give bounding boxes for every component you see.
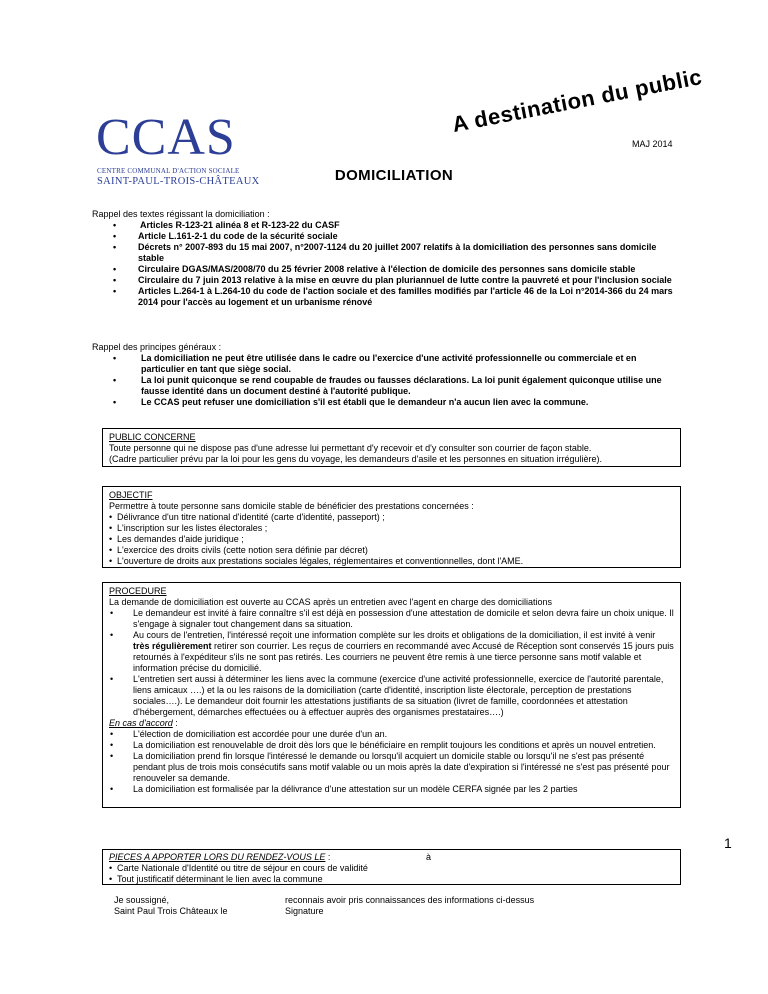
procedure-intro: La demande de domiciliation est ouverte au CCAS après un entretien avec l'agent en charge des domiciliations <box>109 597 552 607</box>
list-item: • Le demandeur est invité à faire connaître s'il est déjà en possession d'une attestation de domicile et selon devra faire un choix unique. Il s'engage à signaler tout changement dans sa situation. <box>110 608 674 629</box>
signature-left <box>114 895 228 917</box>
procedure-box <box>102 582 681 808</box>
documents-heading: PIECES A APPORTER LORS DU RENDEZ-VOUS LE <box>109 852 326 862</box>
public-line-2: (Cadre particulier prévu par la loi pour les gens du voyage, les demandeurs d'asile et les personnes en situation irrégulière). <box>109 454 602 464</box>
objective-box <box>102 486 681 568</box>
list-item: • Articles L.264-1 à L.264-10 du code de l'action sociale et des familles modifiés par l'article 46 de la Loi n°2014-366 du 24 mars 2014 pour l'accès au logement et un urbanisme rénové <box>113 286 673 307</box>
signature-label: Signature <box>285 906 324 916</box>
signature-name-line: Je soussigné, <box>114 895 170 905</box>
legal-texts-section <box>92 209 682 308</box>
list-item: • Le CCAS peut refuser une domiciliation s'il est établi que le demandeur n'a aucun lien avec la commune. <box>113 397 589 407</box>
procedure-list <box>109 608 674 718</box>
list-item: • Circulaire du 7 juin 2013 relative à la mise en œuvre du plan pluriannuel de lutte contre la pauvreté et pour l'inclusion sociale <box>113 275 672 285</box>
list-item: • Carte Nationale d'Identité ou titre de séjour en cours de validité <box>109 863 368 873</box>
objective-heading: OBJECTIF <box>109 490 153 500</box>
list-item: • La domiciliation est renouvelable de droit dès lors que le bénéficiaire en remplit toujours les conditions et après un nouvel entretien. <box>110 740 656 750</box>
list-item: • L'entretien sert aussi à déterminer les liens avec la commune (exercice d'une activité professionnelle, exercice de l'autorité parentale, liens amicaux ….) et la ou les raisons de la domiciliation (carte d'identité, inscription liste électorale, perception de prestations sociales….). Le demandeur doit fournir les attestations justifiants de sa situation (livret de famille, coordonnées et attestation d'hébergement, démarches effectuées ou à effectuer auprès des organismes prestataires….) <box>110 674 664 717</box>
signature-place-line: Saint Paul Trois Châteaux le <box>114 906 228 916</box>
list-item: • La domiciliation est formalisée par la délivrance d'une attestation sur un modèle CERFA signée par les 2 parties <box>110 784 578 794</box>
list-item: • Les demandes d'aide juridique ; <box>109 534 244 544</box>
logo-subtitle-1: CENTRE COMMUNAL D'ACTION SOCIALE <box>97 167 240 175</box>
list-item: • Articles R-123-21 alinéa 8 et R-123-22 du CASF <box>113 220 340 230</box>
principles-section <box>92 342 682 408</box>
list-item: • La domiciliation ne peut être utilisée dans le cadre ou l'exercice d'une activité professionnelle ou commerciale et en particulier en tant que siège social. <box>113 353 637 374</box>
public-box <box>102 428 681 467</box>
legal-texts-intro: Rappel des textes régissant la domiciliation : <box>92 209 270 219</box>
accord-heading-line: En cas d'accord : <box>109 718 178 728</box>
list-item: • Décrets n° 2007-893 du 15 mai 2007, n°2007-1124 du 20 juillet 2007 relatifs à la domiciliation des personnes sans domicile stable <box>113 242 657 263</box>
documents-list <box>109 863 674 885</box>
accord-list <box>109 729 674 795</box>
accord-heading: En cas d'accord <box>109 718 173 728</box>
list-item: • L'ouverture de droits aux prestations sociales légales, réglementaires et conventionnelles, dont l'AME. <box>109 556 524 566</box>
principles-intro: Rappel des principes généraux : <box>92 342 222 352</box>
list-item: • Circulaire DGAS/MAS/2008/70 du 25 février 2008 relative à l'élection de domicile des personnes sans domicile stable <box>113 264 636 274</box>
documents-place: à <box>426 852 432 862</box>
public-line-1: Toute personne qui ne dispose pas d'une adresse lui permettant d'y recevoir et d'y consulter son courrier de façon stable. <box>109 443 592 453</box>
list-item: • La domiciliation prend fin lorsque l'intéressé le demande ou lorsqu'il acquiert un domicile stable ou lorsqu'il ne s'est pas présenté pendant plus de trois mois consécutifs sans motif valable ou un mois après la date d'expiration si l'intéressé ne s'est pas présenté pour renouveler sa demande. <box>110 751 670 783</box>
list-item: • Au cours de l'entretien, l'intéressé reçoit une information complète sur les droits et obligations de la domiciliation, il est invité à venir très régulièrement retirer son courrier. Les reçus de courriers en recommandé avec Accusé de Réception sont conservés 15 jours puis retournés à l'expéditeur s'ils ne sont pas retirés. Les courriers ne peuvent être remis à une tierce personne sans motif valable et information précise du domicilié. <box>110 630 674 673</box>
list-item: • La loi punit quiconque se rend coupable de fraudes ou fausses déclarations. La loi punit également quiconque utilise une fausse identité dans un document destiné à l'autorité publique. <box>113 375 662 396</box>
acknowledgement-line: reconnais avoir pris connaissances des informations ci-dessus <box>285 895 535 905</box>
list-item: • Délivrance d'un titre national d'identité (carte d'identité, passeport) ; <box>109 512 385 522</box>
legal-texts-list <box>92 220 682 308</box>
list-item: • Article L.161-2-1 du code de la sécurité sociale <box>113 231 338 241</box>
audience-stamp: A destination du public <box>450 64 705 138</box>
list-item: • Tout justificatif déterminant le lien avec la commune <box>109 874 323 884</box>
procedure-heading: PROCEDURE <box>109 586 167 596</box>
objective-intro: Permettre à toute personne sans domicile stable de bénéficier des prestations concernées : <box>109 501 474 511</box>
page-number: 1 <box>724 835 732 851</box>
public-heading: PUBLIC CONCERNE <box>109 432 196 442</box>
logo-subtitle-2: SAINT-PAUL-TROIS-CHÂTEAUX <box>97 176 260 187</box>
list-item: • L'inscription sur les listes électorales ; <box>109 523 268 533</box>
update-year: MAJ 2014 <box>632 139 673 149</box>
list-item: • L'élection de domiciliation est accordée pour une durée d'un an. <box>110 729 388 739</box>
objective-list <box>109 512 674 567</box>
principles-list <box>92 353 682 408</box>
list-item: • L'exercice des droits civils (cette notion sera définie par décret) <box>109 545 368 555</box>
document-title: DOMICILIATION <box>334 167 454 184</box>
signature-right <box>285 895 534 917</box>
documents-box: PIECES A APPORTER LORS DU RENDEZ-VOUS LE : à • Carte Nationale d'Identité ou titre de séjour en cours de validité • Tout justificatif déterminant le lien avec la commune <box>102 849 681 885</box>
ccas-logo-text: CCAS <box>96 109 236 166</box>
